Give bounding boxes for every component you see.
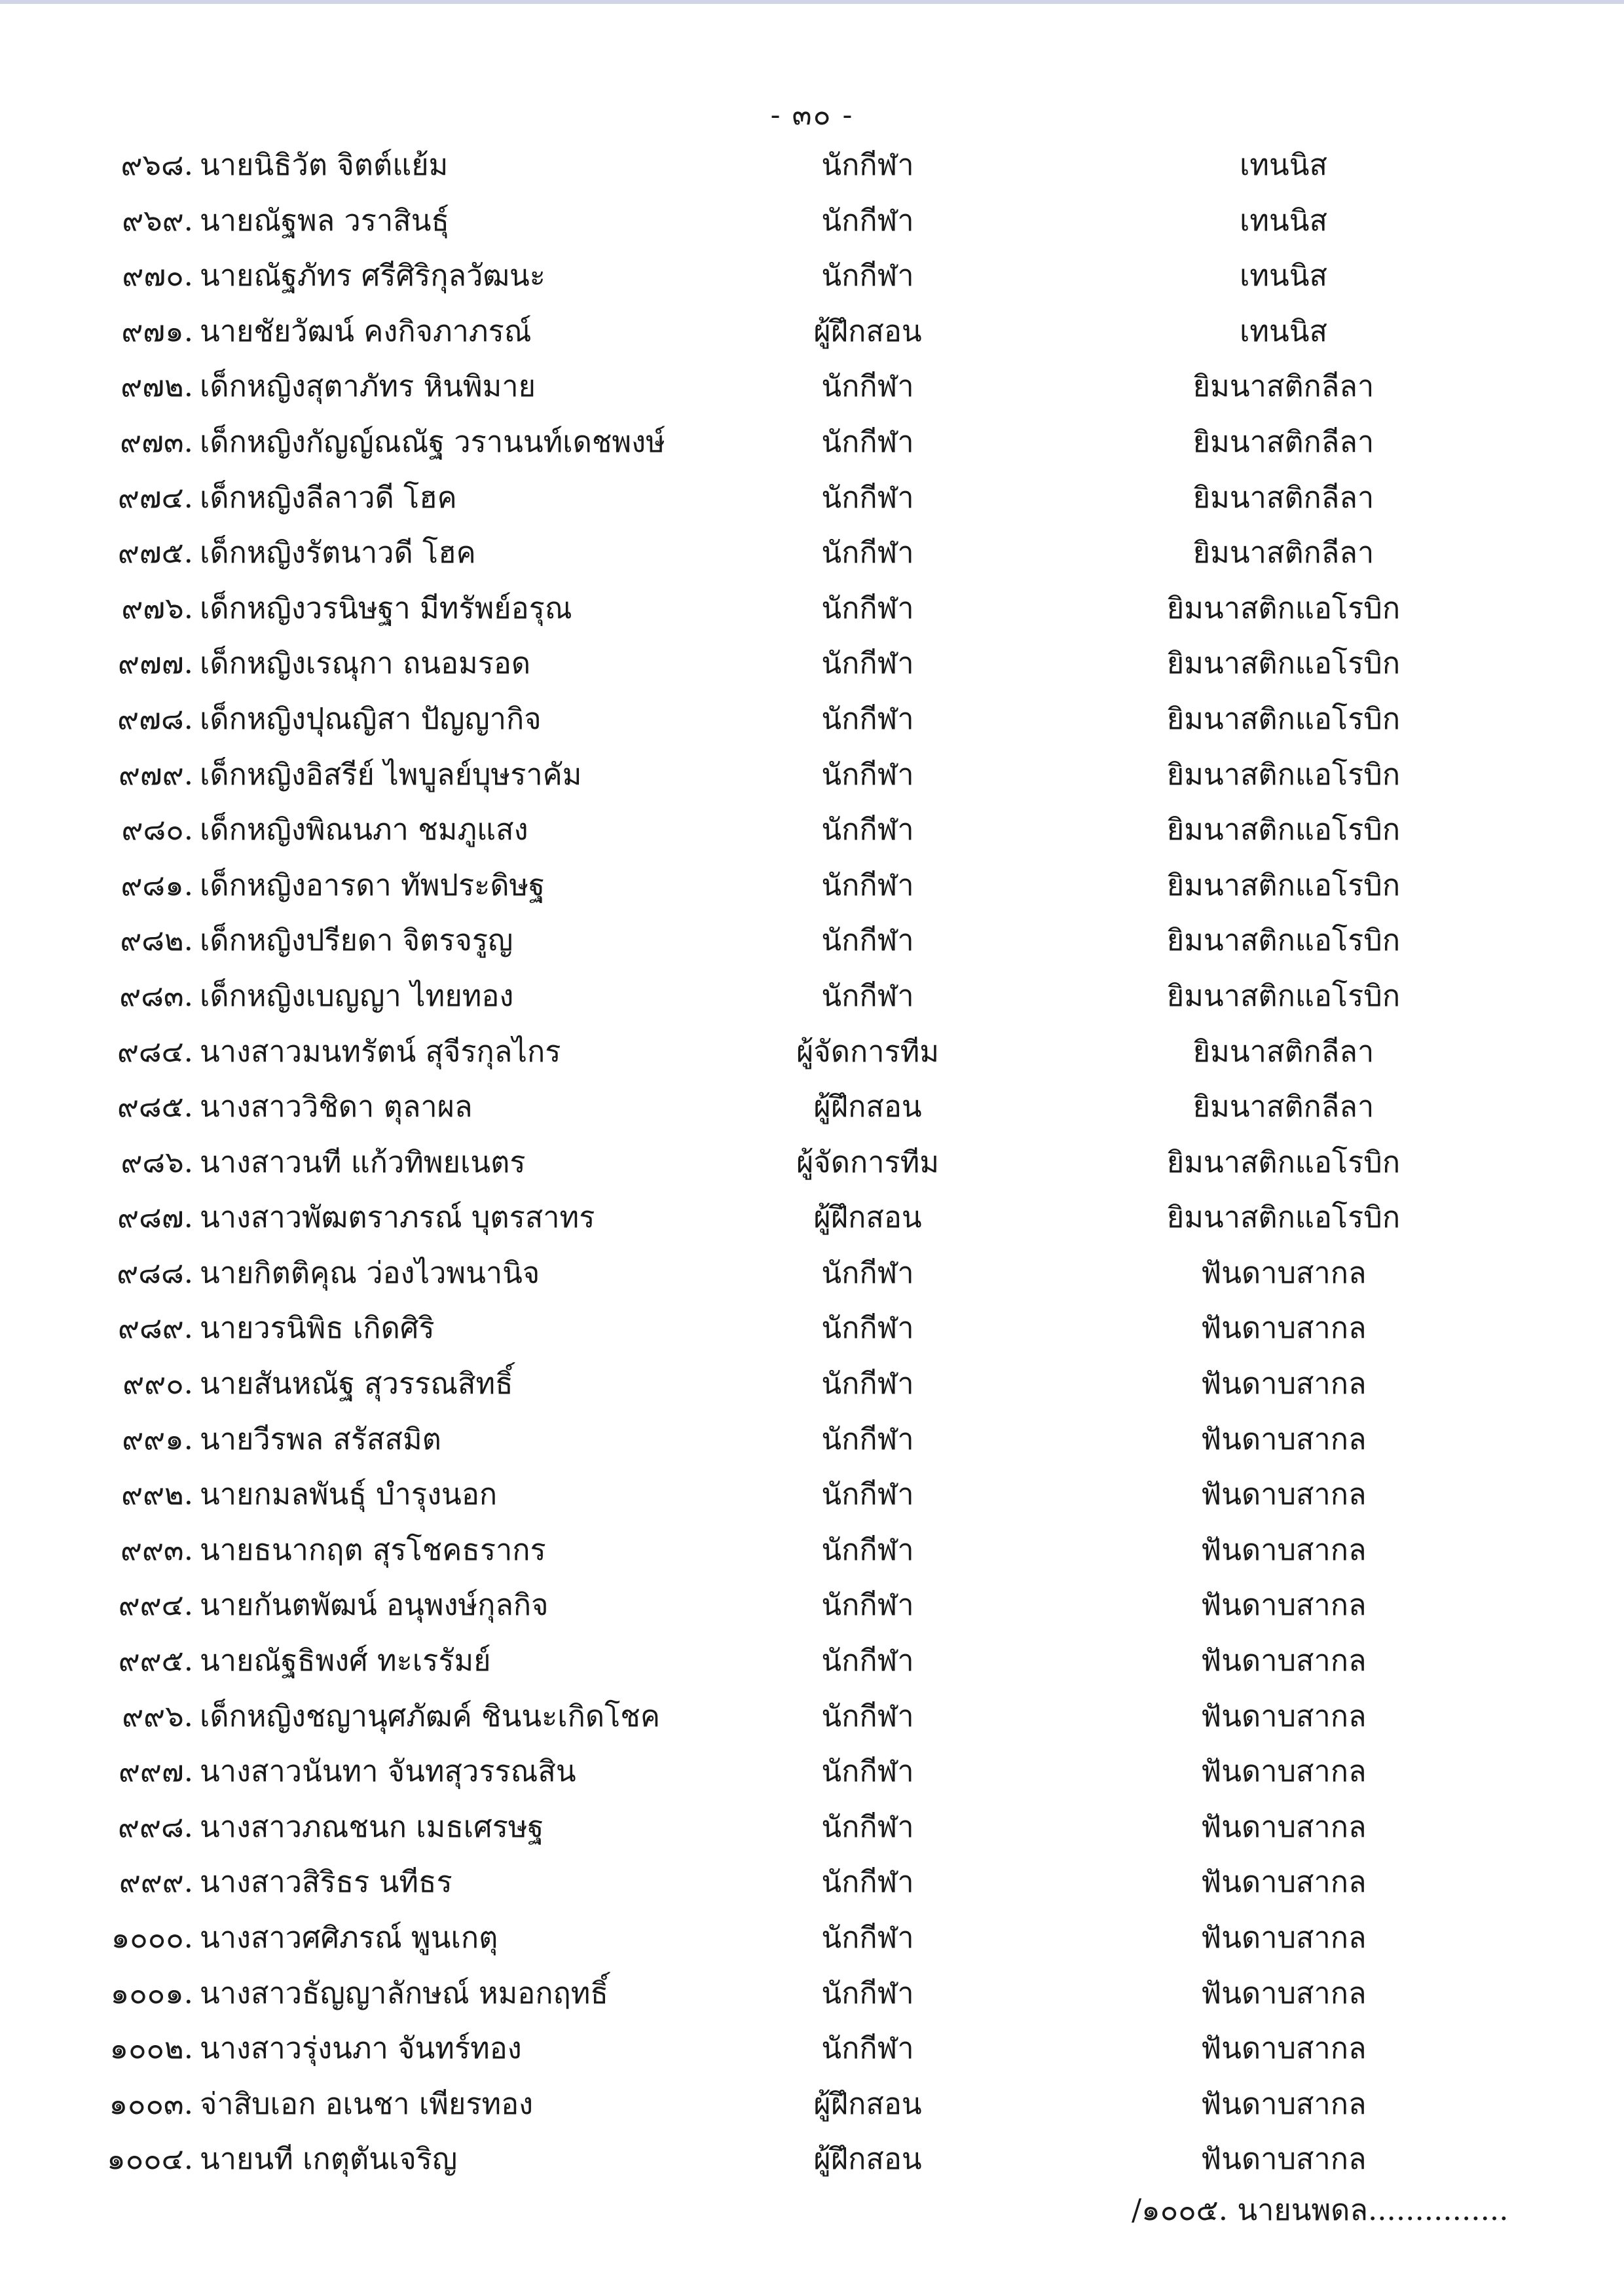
scan-top-edge [0, 0, 1624, 4]
list-item [0, 1910, 1624, 1966]
list-item [0, 359, 1624, 415]
entry-sport-text: ยิมนาสติกลีลา [1192, 479, 1375, 515]
entry-name: นายสันหณัฐ สุวรรณสิทธิ์ [200, 1366, 513, 1401]
entry-number: ๙๙๘. [118, 1809, 193, 1844]
entry-number: ๑๐๐๔. [107, 2141, 193, 2177]
entry-role-text: นักกีฬา [821, 1754, 914, 1789]
entry-role-text: นักกีฬา [821, 646, 914, 681]
entry-sport-text: ยิมนาสติกแอโรบิก [1166, 923, 1401, 958]
entry-name: นายนที เกตุตันเจริญ [200, 2141, 458, 2177]
entry-role-text: นักกีฬา [821, 1698, 914, 1733]
entry-number: ๙๗๑. [121, 313, 193, 348]
entry-sport-text: ยิมนาสติกแอโรบิก [1166, 978, 1401, 1013]
entry-sport-text: ฟันดาบสากล [1200, 1754, 1367, 1789]
entry-name: นายนิธิวัต จิตต์แย้ม [200, 147, 449, 182]
entry-name: นายชัยวัฒน์ คงกิจภาภรณ์ [200, 313, 532, 348]
list-item [0, 193, 1624, 249]
entry-name: นางสาวมนทรัตน์ สุจีรกุลไกร [200, 1033, 561, 1069]
entry-sport-text: ยิมนาสติกลีลา [1192, 424, 1375, 459]
entry-role-text: ผู้ฝึกสอน [813, 2141, 922, 2177]
entry-role-text: นักกีฬา [821, 202, 914, 238]
entry-name: นายกันตพัฒน์ อนุพงษ์กุลกิจ [200, 1587, 549, 1623]
entry-name: เด็กหญิงวรนิษฐา มีทรัพย์อรุณ [200, 590, 572, 625]
entry-number: ๙๙๖. [122, 1698, 193, 1733]
entry-sport-text: ฟันดาบสากล [1200, 1698, 1367, 1733]
entry-number: ๙๖๘. [120, 147, 193, 182]
list-item [0, 636, 1624, 692]
entry-role-text: นักกีฬา [821, 1366, 914, 1401]
entry-sport-text: ฟันดาบสากล [1200, 2031, 1367, 2066]
list-item [0, 1578, 1624, 1633]
entry-number: ๙๘๑. [120, 867, 193, 902]
entry-role-text: นักกีฬา [821, 1643, 914, 1678]
entry-name: เด็กหญิงเรณุกา ถนอมรอด [200, 646, 531, 681]
entry-number: ๙๙๗. [118, 1754, 193, 1789]
entry-name: เด็กหญิงสุตาภัทร หินพิมาย [200, 369, 536, 404]
entry-sport-text: ฟันดาบสากล [1200, 2086, 1367, 2121]
entry-sport-text: ยิมนาสติกแอโรบิก [1166, 1200, 1401, 1235]
entry-role-text: ผู้จัดการทีม [796, 1144, 939, 1179]
entry-role-text: นักกีฬา [821, 1587, 914, 1623]
entry-name: นายธนากฤต สุรโชคธรากร [200, 1532, 546, 1567]
entry-sport-text: ยิมนาสติกแอโรบิก [1166, 590, 1401, 625]
entry-name: เด็กหญิงชญานุศภัฒค์ ชินนะเกิดโชค [200, 1698, 660, 1733]
entry-sport-text: ยิมนาสติกแอโรบิก [1166, 867, 1401, 902]
entry-sport-text: ยิมนาสติกแอโรบิก [1166, 812, 1401, 847]
entry-sport-text: ฟันดาบสากล [1200, 1477, 1367, 1512]
entry-name: เด็กหญิงพิณนภา ชมภูแสง [200, 812, 528, 847]
entry-name: เด็กหญิงรัตนาวดี โฮค [200, 535, 476, 570]
entry-sport-text: ฟันดาบสากล [1200, 1310, 1367, 1346]
entry-role-text: นักกีฬา [821, 756, 914, 792]
entry-role-text: นักกีฬา [821, 978, 914, 1013]
list-item [0, 913, 1624, 969]
entry-number: ๙๗๗. [118, 646, 193, 681]
entry-number: ๙๗๙. [118, 756, 193, 792]
entry-list [0, 138, 1624, 2187]
entry-number: ๑๐๐๑. [110, 1975, 193, 2010]
entry-number: ๙๘๗. [117, 1200, 193, 1235]
entry-name: เด็กหญิงกัญญ์ณณัฐ วรานนท์เดชพงษ์ [200, 424, 665, 459]
entry-number: ๙๙๒. [121, 1477, 193, 1512]
entry-number: ๙๙๔. [118, 1587, 193, 1623]
entry-number: ๑๐๐๓. [109, 2086, 193, 2121]
entry-name: นางสาวนันทา จันทสุวรรณสิน [200, 1754, 576, 1789]
entry-name: นายวีรพล สรัสสมิต [200, 1421, 441, 1456]
entry-role-text: นักกีฬา [821, 1920, 914, 1955]
entry-number: ๙๗๓. [120, 424, 193, 459]
list-item [0, 1966, 1624, 2022]
entry-sport-text: ฟันดาบสากล [1200, 1864, 1367, 1900]
entry-name: นางสาวรุ่งนภา จันทร์ทอง [200, 2031, 522, 2066]
entry-name: นายณัฐธิพงศ์ ทะเรรัมย์ [200, 1643, 491, 1678]
entry-name: นางสาวธัญญาลักษณ์ หมอกฤทธิ์ [200, 1975, 608, 2010]
list-item [0, 415, 1624, 470]
list-item [0, 1689, 1624, 1745]
entry-role-text: นักกีฬา [821, 812, 914, 847]
list-item [0, 1356, 1624, 1412]
entry-number: ๙๙๙. [119, 1864, 193, 1900]
entry-role-text: ผู้ฝึกสอน [813, 2086, 922, 2121]
entry-sport-text: ฟันดาบสากล [1200, 1421, 1367, 1456]
entry-role-text: นักกีฬา [821, 1975, 914, 2010]
entry-number: ๙๗๔. [117, 479, 193, 515]
entry-name: เด็กหญิงเบญญา ไทยทอง [200, 978, 514, 1013]
entry-sport-text: ฟันดาบสากล [1200, 1587, 1367, 1623]
entry-role-text: นักกีฬา [821, 1255, 914, 1290]
list-item [0, 1246, 1624, 1301]
list-item [0, 1800, 1624, 1855]
list-item [0, 1523, 1624, 1578]
list-item [0, 1190, 1624, 1246]
entry-sport-text: เทนนิส [1239, 258, 1328, 293]
list-item [0, 470, 1624, 526]
entry-sport-text: เทนนิส [1239, 147, 1328, 182]
entry-sport-text: ยิมนาสติกแอโรบิก [1166, 756, 1401, 792]
list-item [0, 1412, 1624, 1468]
entry-sport-text: ยิมนาสติกลีลา [1192, 535, 1375, 570]
entry-name: เด็กหญิงปรียดา จิตรจรูญ [200, 923, 513, 958]
entry-sport-text: ฟันดาบสากล [1200, 1643, 1367, 1678]
entry-sport-text: ยิมนาสติกแอโรบิก [1166, 701, 1401, 736]
list-item [0, 2021, 1624, 2077]
entry-sport-text: เทนนิส [1239, 202, 1328, 238]
list-item [0, 138, 1624, 193]
entry-number: ๙๗๘. [117, 701, 193, 736]
list-item [0, 2132, 1624, 2187]
entry-name: นางสาวพัฒตราภรณ์ บุตรสาทร [200, 1200, 595, 1235]
entry-number: ๙๙๕. [118, 1643, 193, 1678]
entry-name: เด็กหญิงอิสรีย์ ไพบูลย์บุษราคัม [200, 756, 582, 792]
entry-sport-text: ฟันดาบสากล [1200, 1532, 1367, 1567]
entry-role-text: นักกีฬา [821, 535, 914, 570]
list-item [0, 1744, 1624, 1800]
entry-sport-text: ยิมนาสติกแอโรบิก [1166, 646, 1401, 681]
entry-number: ๙๘๙. [118, 1310, 193, 1346]
list-item [0, 1633, 1624, 1689]
entry-role-text: ผู้ฝึกสอน [813, 313, 922, 348]
entry-sport-text: ฟันดาบสากล [1200, 1255, 1367, 1290]
entry-name: นางสาวภณชนก เมธเศรษฐ [200, 1809, 544, 1844]
entry-sport-text: ยิมนาสติกลีลา [1192, 369, 1375, 404]
entry-number: ๙๗๒. [120, 369, 193, 404]
entry-role-text: ผู้จัดการทีม [796, 1033, 939, 1069]
entry-role-text: นักกีฬา [821, 369, 914, 404]
entry-name: นายณัฐพล วราสินธุ์ [200, 202, 449, 238]
list-item [0, 802, 1624, 858]
entry-role-text: ผู้ฝึกสอน [813, 1200, 922, 1235]
entry-name: นายวรนิพิธ เกิดศิริ [200, 1310, 435, 1346]
entry-name: นางสาวสิริธร นทีธร [200, 1864, 452, 1900]
entry-sport-text: ฟันดาบสากล [1200, 1975, 1367, 2010]
entry-role-text: ผู้ฝึกสอน [813, 1089, 922, 1124]
entry-role-text: นักกีฬา [821, 923, 914, 958]
entry-sport-text: ฟันดาบสากล [1200, 1920, 1367, 1955]
entry-name: เด็กหญิงลีลาวดี โฮค [200, 479, 457, 515]
entry-name: นางสาวศศิภรณ์ พูนเกตุ [200, 1920, 498, 1955]
entry-role-text: นักกีฬา [821, 424, 914, 459]
entry-number: ๑๐๐๒. [109, 2031, 193, 2066]
entry-name: นายกิตติคุณ ว่องไวพนานิจ [200, 1255, 540, 1290]
entry-number: ๙๗๖. [121, 590, 193, 625]
entry-role-text: นักกีฬา [821, 1809, 914, 1844]
entry-number: ๙๘๔. [117, 1033, 193, 1069]
entry-name: นายณัฐภัทร ศรีศิริกุลวัฒนะ [200, 258, 545, 293]
list-item [0, 1135, 1624, 1191]
entry-role-text: นักกีฬา [821, 1532, 914, 1567]
list-item [0, 581, 1624, 637]
entry-number: ๙๙๓. [120, 1532, 193, 1567]
entry-role-text: นักกีฬา [821, 258, 914, 293]
entry-number: ๙๘๕. [117, 1089, 193, 1124]
entry-role-text: นักกีฬา [821, 1864, 914, 1900]
entry-role-text: นักกีฬา [821, 2031, 914, 2066]
list-item [0, 858, 1624, 914]
entry-sport-text: ยิมนาสติกลีลา [1192, 1089, 1375, 1124]
entry-name: นายกมลพันธุ์ บำรุงนอก [200, 1477, 498, 1512]
entry-name: นางสาวนที แก้วทิพยเนตร [200, 1144, 526, 1179]
entry-number: ๙๖๙. [122, 202, 193, 238]
entry-sport-text: ยิมนาสติกแอโรบิก [1166, 1144, 1401, 1179]
list-item [0, 248, 1624, 304]
entry-number: ๙๗๐. [122, 258, 193, 293]
list-item [0, 969, 1624, 1024]
entry-number: ๙๘๐. [121, 812, 193, 847]
entry-role-text: นักกีฬา [821, 590, 914, 625]
entry-role-text: นักกีฬา [821, 479, 914, 515]
entry-role-text: นักกีฬา [821, 1310, 914, 1346]
list-item [0, 304, 1624, 360]
entry-sport-text: ยิมนาสติกลีลา [1192, 1033, 1375, 1069]
entry-sport-text: เทนนิส [1239, 313, 1328, 348]
entry-role-text: นักกีฬา [821, 1477, 914, 1512]
list-item [0, 1024, 1624, 1080]
entry-number: ๙๘๒. [120, 923, 193, 958]
list-item [0, 1467, 1624, 1523]
list-item [0, 1079, 1624, 1135]
entry-role-text: นักกีฬา [821, 147, 914, 182]
entry-sport-text: ฟันดาบสากล [1200, 1809, 1367, 1844]
page-number: - ๓๐ - [770, 98, 854, 132]
entry-role-text: นักกีฬา [821, 1421, 914, 1456]
entry-name: เด็กหญิงอารดา ทัพประดิษฐ [200, 867, 545, 902]
entry-name: เด็กหญิงปุณญิสา ปัญญากิจ [200, 701, 542, 736]
list-item [0, 2077, 1624, 2132]
entry-number: ๙๗๕. [117, 535, 193, 570]
entry-number: ๙๙๐. [122, 1366, 193, 1401]
entry-name: จ่าสิบเอก อเนชา เพียรทอง [200, 2086, 534, 2121]
list-item [0, 525, 1624, 581]
entry-name: นางสาววิชิดา ตุลาผล [200, 1089, 473, 1124]
entry-number: ๙๘๖. [120, 1144, 193, 1179]
continuation-note: /๑๐๐๕. นายนพดล............... [1132, 2192, 1509, 2227]
entry-number: ๙๘๓. [119, 978, 193, 1013]
list-item [0, 1855, 1624, 1910]
entry-role-text: นักกีฬา [821, 867, 914, 902]
entry-number: ๙๘๘. [117, 1255, 193, 1290]
entry-number: ๙๙๑. [122, 1421, 193, 1456]
entry-number: ๑๐๐๐. [111, 1920, 193, 1955]
entry-role-text: นักกีฬา [821, 701, 914, 736]
list-item [0, 1301, 1624, 1356]
entry-sport-text: ฟันดาบสากล [1200, 2141, 1367, 2177]
list-item [0, 747, 1624, 803]
entry-sport-text: ฟันดาบสากล [1200, 1366, 1367, 1401]
list-item [0, 692, 1624, 747]
